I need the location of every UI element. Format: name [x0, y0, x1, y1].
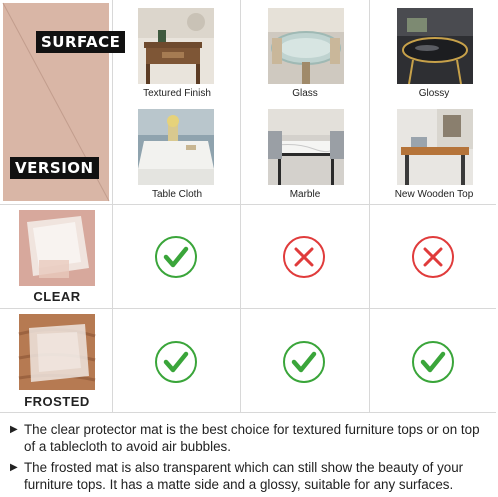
check-icon: [155, 236, 197, 278]
note-text: The clear protector mat is the best choice for textured furniture tops or on top of a tablecloth to avoid air bubbles.: [24, 422, 480, 454]
surface-caption: Glass: [292, 88, 318, 99]
cross-icon: [283, 236, 325, 278]
note-text: The frosted mat is also transparent which can still show the beauty of your furniture tops. It has a matte side and a glossy, suitable for any surfaces.: [24, 460, 464, 492]
note-item: [10, 421, 490, 455]
surface-caption: Table Cloth: [151, 189, 203, 200]
check-icon: [283, 341, 325, 383]
glass-thumbnail: [268, 8, 344, 84]
note-item: [10, 459, 490, 493]
grid-line: [0, 412, 496, 413]
surface-caption: Marble: [289, 189, 321, 200]
surface-version-header: [3, 3, 121, 201]
check-icon: [155, 341, 197, 383]
triangle-bullet-icon: ▶: [10, 424, 18, 435]
check-icon: [412, 341, 454, 383]
glossy-thumbnail: [397, 8, 473, 84]
grid-line: [369, 0, 370, 412]
surface-caption: Textured Finish: [143, 88, 211, 99]
surface-caption: New Wooden Top: [394, 189, 474, 200]
clear-mat-thumbnail: [19, 210, 95, 286]
surface-label: SURFACE: [36, 31, 125, 53]
surface-caption: Glossy: [418, 88, 450, 99]
grid-line: [112, 0, 113, 412]
notes-list: [10, 421, 490, 497]
marble-thumbnail: [268, 109, 344, 185]
grid-line: [240, 0, 241, 412]
cross-icon: [412, 236, 454, 278]
version-label: VERSION: [10, 157, 99, 179]
version-label-frosted: FROSTED: [24, 394, 90, 409]
triangle-bullet-icon: ▶: [10, 462, 18, 473]
textured-finish-thumbnail: [138, 8, 214, 84]
table-cloth-thumbnail: [138, 109, 214, 185]
grid-line: [0, 308, 496, 309]
version-label-clear: CLEAR: [33, 289, 81, 304]
wooden-top-thumbnail: [397, 109, 473, 185]
grid-line: [0, 204, 496, 205]
frosted-mat-thumbnail: [19, 314, 95, 390]
